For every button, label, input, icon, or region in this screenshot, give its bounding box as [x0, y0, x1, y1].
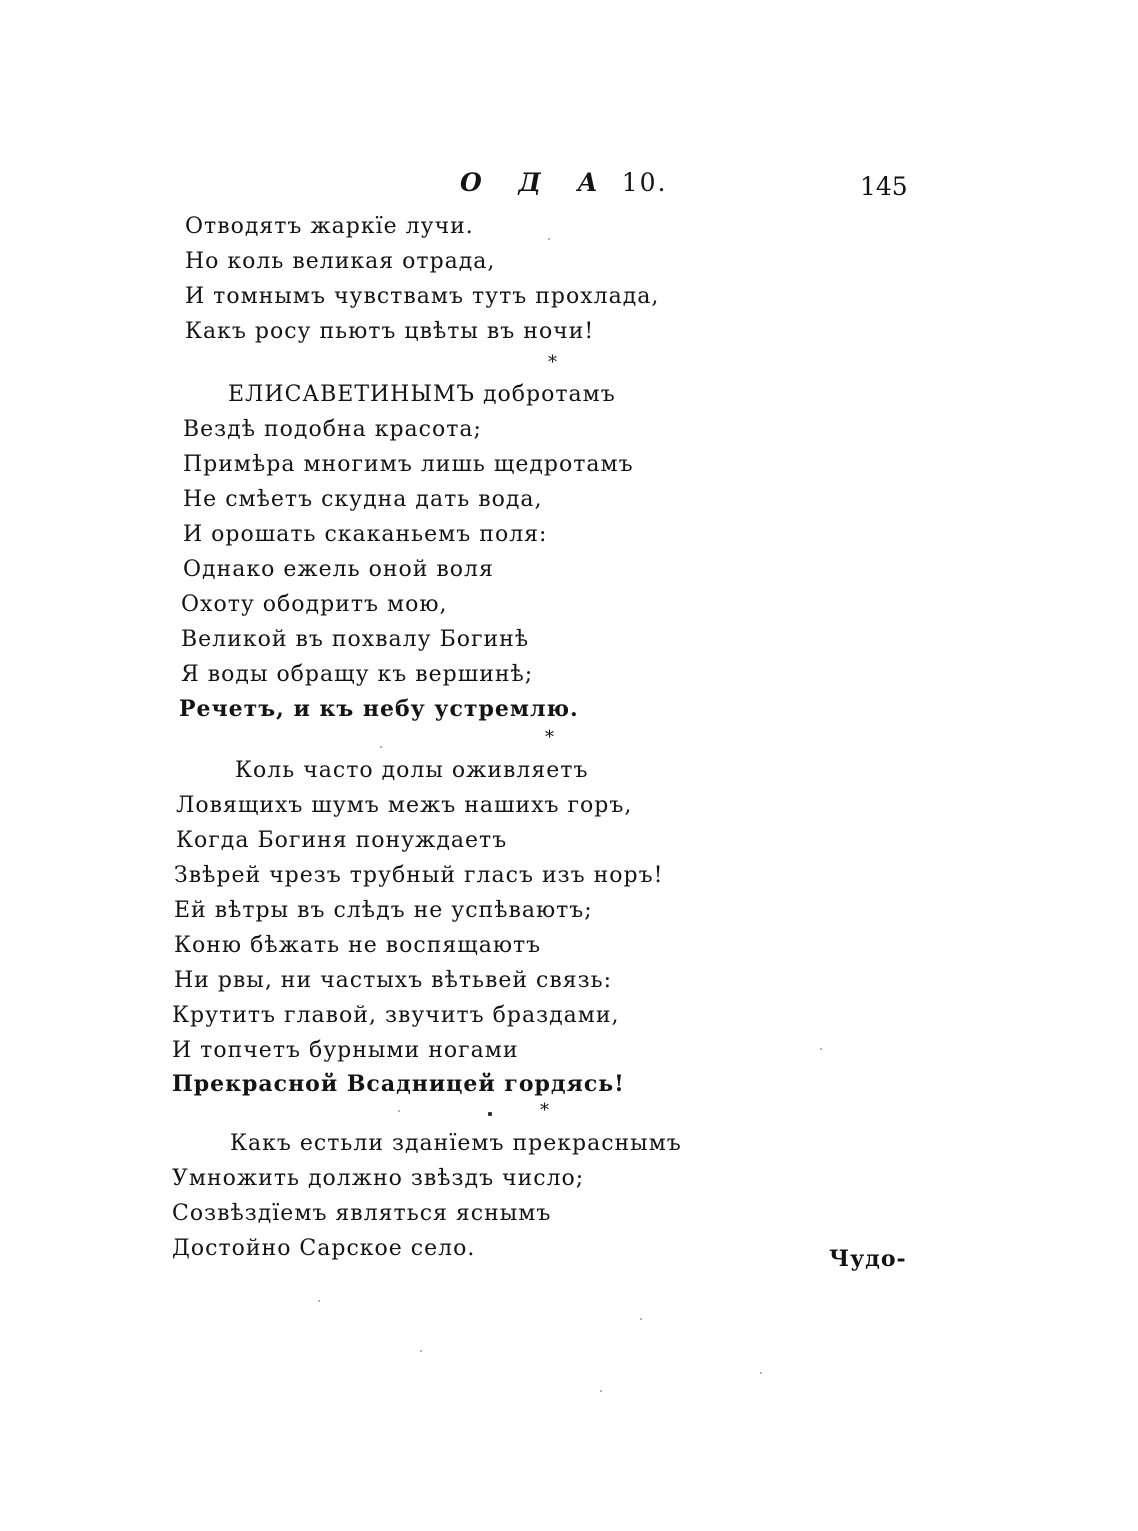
running-head-title: О Д А [460, 168, 612, 197]
running-head [460, 168, 668, 197]
print-speck [640, 1318, 642, 1320]
verse-line: Примѣра многимъ лишь щедротамъ [183, 452, 634, 477]
verse-line: Я воды обращу къ вершинѣ; [181, 662, 534, 687]
print-speck [548, 238, 550, 240]
stanza-separator: * [540, 1100, 549, 1121]
print-speck [760, 1372, 762, 1374]
verse-line: Но коль великая отрада, [185, 249, 496, 274]
stanza-separator: * [545, 727, 554, 748]
verse-line: Ловящихъ шумъ межъ нашихъ горъ, [176, 793, 633, 818]
verse-line: Прекрасной Всадницей гордясь! [172, 1071, 625, 1097]
verse-line: Какъ естьли зданїемъ прекраснымъ [230, 1131, 682, 1156]
page-number: 145 [860, 172, 908, 201]
verse-line: Вездѣ подобна красота; [183, 417, 482, 442]
verse-line: Речетъ, и къ небу устремлю. [179, 696, 579, 722]
verse-line: Коню бѣжать не воспящаютъ [174, 933, 542, 958]
verse-line: Когда Богиня понуждаетъ [176, 828, 508, 853]
verse-line: Охоту ободритъ мою, [181, 592, 448, 617]
verse-line: Коль часто долы оживляетъ [235, 758, 589, 783]
print-speck [820, 1048, 822, 1050]
stanza-separator: * [548, 352, 557, 373]
print-speck [488, 1112, 492, 1116]
running-head-number: 10. [621, 168, 668, 197]
print-speck [600, 1390, 602, 1392]
verse-line: И орошать скаканьемъ поля: [183, 522, 548, 547]
verse-line: Великой въ похвалу Богинѣ [181, 627, 530, 652]
verse-line: Умножить должно звѣздъ число; [172, 1166, 585, 1191]
verse-line: Отводятъ жаркїе лучи. [185, 214, 474, 239]
print-speck [318, 1300, 320, 1302]
verse-line: Созвѣздїемъ являться яснымъ [172, 1201, 552, 1226]
verse-line: Достойно Сарское село. [172, 1236, 476, 1261]
verse-line: Однако ежель оной воля [183, 557, 494, 582]
print-speck [420, 1350, 422, 1352]
verse-line: Какъ росу пьютъ цвѣты въ ночи! [185, 319, 595, 344]
verse-line: ЕЛИСАВЕТИНЫМЪ добротамъ [228, 382, 616, 407]
verse-line: Крутитъ главой, звучитъ браздами, [172, 1003, 620, 1028]
verse-line: И топчетъ бурными ногами [172, 1038, 519, 1063]
verse-line: Ни рвы, ни частыхъ вѣтьвей связь: [174, 968, 613, 993]
catchword: Чудо- [829, 1246, 907, 1272]
verse-line: И томнымъ чувствамъ тутъ прохлада, [185, 284, 660, 309]
verse-line: Звѣрей чрезъ трубный гласъ изъ норъ! [174, 863, 664, 888]
print-speck [380, 746, 382, 748]
print-speck [398, 1110, 400, 1112]
verse-line: Ей вѣтры въ слѣдъ не успѣваютъ; [174, 898, 593, 923]
verse-line: Не смѣетъ скудна дать вода, [183, 487, 543, 512]
